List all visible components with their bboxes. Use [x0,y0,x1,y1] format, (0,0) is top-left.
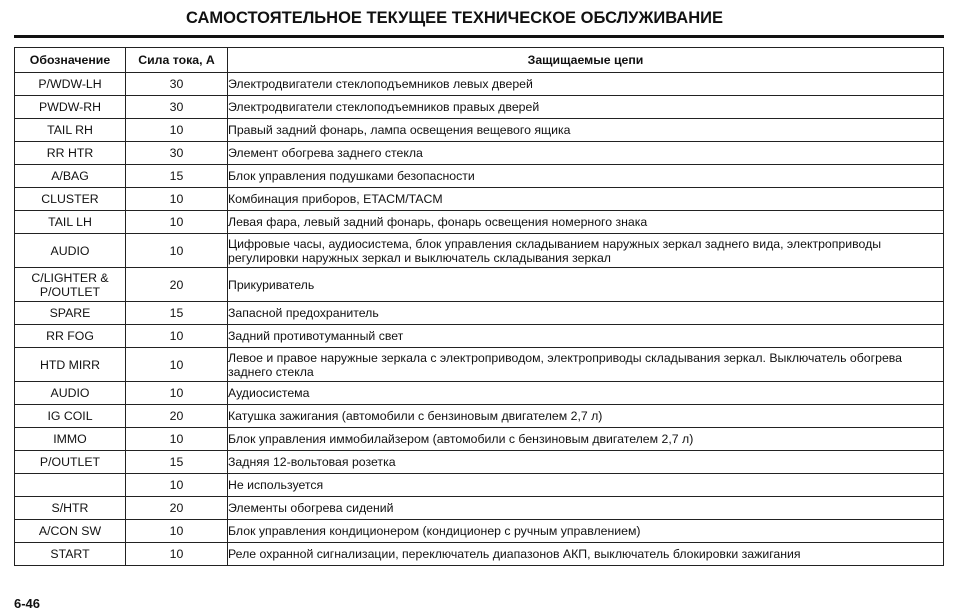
fuse-circuit-cell: Электродвигатели стеклоподъемников левых дверей [228,73,944,96]
fuse-circuit-cell: Элемент обогрева заднего стекла [228,142,944,165]
fuse-circuit-cell: Цифровые часы, аудиосистема, блок управления складыванием наружных зеркал заднего вида, электроприводы регулировки наружных зеркал и выключатель складывания зеркал [228,234,944,268]
fuse-amperage-cell: 30 [126,142,228,165]
fuse-amperage-cell: 10 [126,325,228,348]
fuse-code-cell: SPARE [15,302,126,325]
fuse-circuit-cell: Блок управления иммобилайзером (автомобили с бензиновым двигателем 2,7 л) [228,428,944,451]
table-row [15,405,944,428]
fuse-amperage-cell: 15 [126,165,228,188]
fuse-amperage-cell: 10 [126,520,228,543]
table-row [15,520,944,543]
fuse-code-cell: C/LIGHTER & P/OUTLET [15,268,126,302]
table-row [15,165,944,188]
fuse-circuit-cell: Прикуриватель [228,268,944,302]
table-row [15,497,944,520]
table-row [15,428,944,451]
table-row [15,211,944,234]
table-row [15,268,944,302]
fuse-circuit-cell: Запасной предохранитель [228,302,944,325]
fuse-circuit-cell: Левое и правое наружные зеркала с электроприводом, электроприводы складывания зеркал. Выключатель обогрева заднего стекла [228,348,944,382]
column-header-code: Обозначение [15,48,126,73]
fuse-code-cell: S/HTR [15,497,126,520]
fuse-code-cell: IMMO [15,428,126,451]
table-header-row [15,48,944,73]
fuse-amperage-cell: 10 [126,348,228,382]
fuse-code-cell: P/WDW-LH [15,73,126,96]
fuse-amperage-cell: 10 [126,543,228,566]
fuse-code-cell: A/CON SW [15,520,126,543]
table-row [15,234,944,268]
fuse-amperage-cell: 15 [126,302,228,325]
fuse-circuit-cell: Электродвигатели стеклоподъемников правых дверей [228,96,944,119]
fuse-circuit-cell: Левая фара, левый задний фонарь, фонарь освещения номерного знака [228,211,944,234]
fuse-code-cell: TAIL LH [15,211,126,234]
fuse-circuit-cell: Катушка зажигания (автомобили с бензиновым двигателем 2,7 л) [228,405,944,428]
table-row [15,119,944,142]
fuse-circuit-cell: Блок управления кондиционером (кондиционер с ручным управлением) [228,520,944,543]
fuse-circuit-cell: Задний противотуманный свет [228,325,944,348]
table-row [15,474,944,497]
header-divider [14,35,944,38]
table-row [15,543,944,566]
table-row [15,348,944,382]
fuse-circuit-cell: Задняя 12-вольтовая розетка [228,451,944,474]
fuse-circuit-cell: Реле охранной сигнализации, переключатель диапазонов АКП, выключатель блокировки зажигания [228,543,944,566]
table-row [15,96,944,119]
fuse-circuit-cell: Комбинация приборов, ETACM/TACM [228,188,944,211]
fuse-amperage-cell: 10 [126,474,228,497]
fuse-code-cell: RR HTR [15,142,126,165]
fuse-code-cell: START [15,543,126,566]
fuse-circuit-cell: Не используется [228,474,944,497]
fuse-code-cell: HTD MIRR [15,348,126,382]
fuse-code-cell: CLUSTER [15,188,126,211]
table-row [15,451,944,474]
fuse-code-cell [15,474,126,497]
fuse-amperage-cell: 10 [126,188,228,211]
fuse-code-cell: RR FOG [15,325,126,348]
fuse-table-body [15,73,944,566]
fuse-code-cell: AUDIO [15,234,126,268]
fuse-amperage-cell: 20 [126,268,228,302]
fuse-amperage-cell: 10 [126,428,228,451]
fuse-amperage-cell: 30 [126,96,228,119]
table-row [15,325,944,348]
fuse-code-cell: AUDIO [15,382,126,405]
fuse-code-cell: A/BAG [15,165,126,188]
column-header-circuits: Защищаемые цепи [228,48,944,73]
fuse-circuit-cell: Правый задний фонарь, лампа освещения вещевого ящика [228,119,944,142]
fuse-amperage-cell: 30 [126,73,228,96]
column-header-amperage: Сила тока, А [126,48,228,73]
fuse-amperage-cell: 20 [126,405,228,428]
table-row [15,73,944,96]
fuse-table [14,47,944,566]
fuse-code-cell: TAIL RH [15,119,126,142]
table-row [15,188,944,211]
fuse-circuit-cell: Элементы обогрева сидений [228,497,944,520]
table-row [15,302,944,325]
fuse-code-cell: PWDW-RH [15,96,126,119]
fuse-amperage-cell: 15 [126,451,228,474]
fuse-amperage-cell: 10 [126,211,228,234]
table-row [15,382,944,405]
fuse-code-cell: IG COIL [15,405,126,428]
fuse-amperage-cell: 10 [126,234,228,268]
fuse-circuit-cell: Блок управления подушками безопасности [228,165,944,188]
fuse-code-cell: P/OUTLET [15,451,126,474]
page-title: САМОСТОЯТЕЛЬНОЕ ТЕКУЩЕЕ ТЕХНИЧЕСКОЕ ОБСЛУЖИВАНИЕ [186,9,724,27]
fuse-amperage-cell: 20 [126,497,228,520]
table-row [15,142,944,165]
fuse-amperage-cell: 10 [126,382,228,405]
fuse-amperage-cell: 10 [126,119,228,142]
fuse-circuit-cell: Аудиосистема [228,382,944,405]
page-number: 6-46 [14,596,41,611]
